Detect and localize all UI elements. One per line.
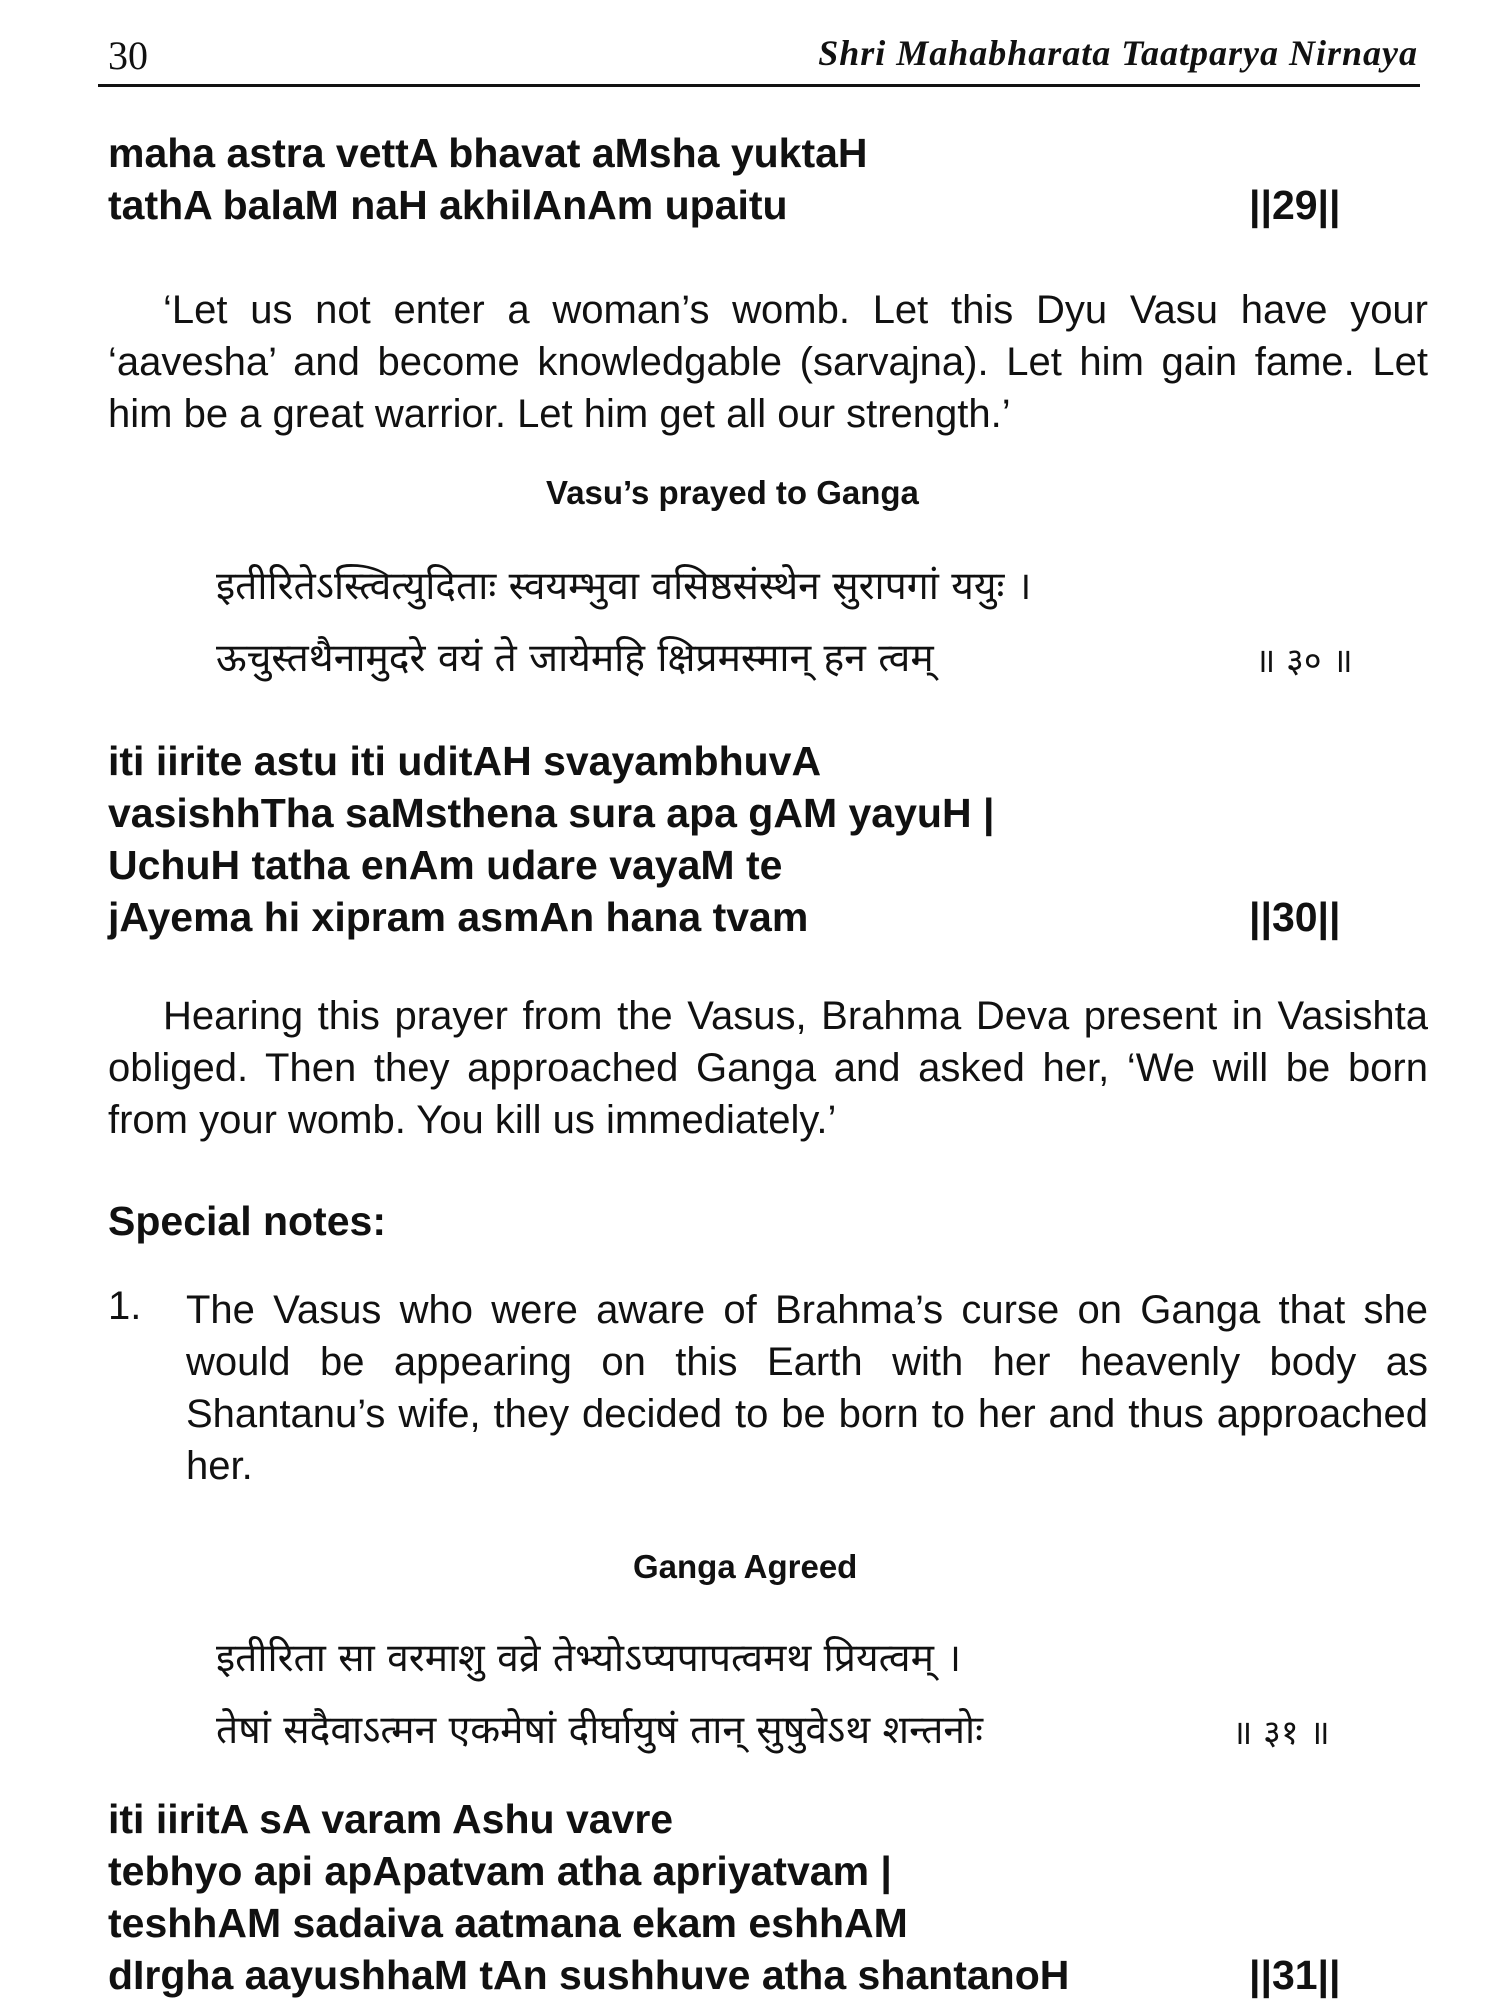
verse29-line-2: tathA balaM naH akhilAnAm upaitu	[108, 182, 788, 228]
verse31-line-4: dIrgha aayushhaM tAn sushhuve atha shantanoH	[108, 1952, 1070, 1998]
sanskrit-30-line-2: ऊचुस्तथैनामुदरे वयं ते जायेमहि क्षिप्रमस्मान् हन त्वम्	[216, 636, 934, 681]
running-title: Shri Mahabharata Taatparya Nirnaya	[818, 33, 1418, 73]
sanskrit-31-line-2: तेषां सदैवाऽत्मन एकमेषां दीर्घायुषं तान् सुषुवेऽथ शन्तनोः	[216, 1708, 983, 1753]
verse31-line-3: teshhAM sadaiva aatmana ekam eshhAM	[108, 1900, 908, 1946]
sanskrit-31-line-1: इतीरिता सा वरमाशु वव्रे तेभ्योऽप्यपापत्वमथ प्रियत्वम् ।	[216, 1636, 962, 1681]
sanskrit-31-number: ॥ ३१ ॥	[1232, 1713, 1330, 1753]
note-1-marker: 1.	[108, 1284, 142, 1328]
special-notes-heading: Special notes:	[108, 1198, 386, 1244]
translation-29: ‘Let us not enter a woman’s womb. Let this Dyu Vasu have your ‘aavesha’ and become knowledgable (sarvajna). Let him gain fame. Let him be a great warrior. Let him get all our strength.’	[108, 288, 1428, 436]
verse30-line-2: vasishhTha saMsthena sura apa gAM yayuH |	[108, 790, 995, 836]
verse31-line-2: tebhyo api apApatvam atha apriyatvam |	[108, 1848, 892, 1894]
section-30-heading: Vasu’s prayed to Ganga	[546, 474, 919, 511]
verse31-line-1: iti iiritA sA varam Ashu vavre	[108, 1796, 674, 1842]
verse29-number: ||29||	[1249, 182, 1341, 228]
sanskrit-30-line-1: इतीरितेऽस्त्वित्युदिताः स्वयम्भुवा वसिष्ठसंस्थेन सुरापगां ययुः ।	[216, 564, 1032, 609]
page-header	[98, 26, 1420, 87]
verse30-number: ||30||	[1249, 894, 1341, 940]
note-1-text: The Vasus who were aware of Brahma’s curse on Ganga that she would be appearing on this Earth with her heavenly body as Shantanu’s wife, they decided to be born to her and thus approached her.	[186, 1288, 1428, 1488]
verse31-number: ||31||	[1249, 1952, 1341, 1998]
verse29-line-1: maha astra vettA bhavat aMsha yuktaH	[108, 130, 868, 176]
translation-30: Hearing this prayer from the Vasus, Brahma Deva present in Vasishta obliged. Then they approached Ganga and asked her, ‘We will be born from your womb. You kill us immediately.’	[108, 994, 1428, 1142]
verse30-line-4: jAyema hi xipram asmAn hana tvam	[108, 894, 809, 940]
sanskrit-30-number: ॥ ३० ॥	[1255, 641, 1353, 681]
section-31-heading: Ganga Agreed	[633, 1548, 858, 1585]
page-number: 30	[108, 33, 148, 78]
verse30-line-1: iti iirite astu iti uditAH svayambhuvA	[108, 738, 822, 784]
verse30-line-3: UchuH tatha enAm udare vayaM te	[108, 842, 783, 888]
